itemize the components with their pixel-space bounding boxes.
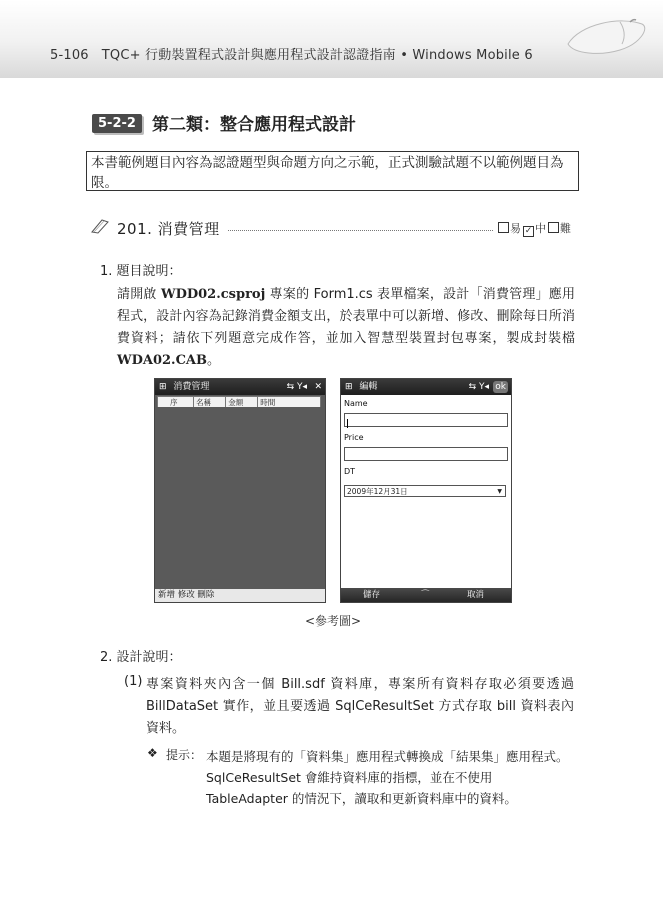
running-header xyxy=(50,44,533,63)
cancel-menu: 取消 xyxy=(467,590,485,600)
level-hard: 難 xyxy=(560,222,571,235)
item-text: 專案資料夾內含一個 Bill.sdf 資料庫，專案所有資料存取必須要透過 BillDataSet 實作，並且要透過 SqlCeResultSet 方式存取 bill 資料表內資料。 xyxy=(146,677,574,736)
level-medium: 中 xyxy=(535,222,546,235)
cab-file: WDA02.CAB xyxy=(117,353,207,368)
grid-header-id: 序 xyxy=(158,397,194,409)
status-icons: ⇆ Y◂ xyxy=(468,382,489,392)
title-bar xyxy=(341,379,511,395)
checkbox-medium: ✓ xyxy=(524,226,533,236)
mouse-icon xyxy=(560,14,650,58)
checkbox-hard xyxy=(548,222,559,233)
windows-start-icon: ⊞ xyxy=(345,382,353,392)
question-title: 201. 消費管理 xyxy=(117,220,220,238)
label-price: Price xyxy=(344,433,364,442)
part1-heading: 1. 題目說明： xyxy=(100,264,182,279)
title-bar xyxy=(155,379,325,395)
hint-bullet-icon: ❖ xyxy=(147,746,158,760)
hint-text: 本題是將現有的「資料集」應用程式轉換成「結果集」應用程式。SqlCeResultSet 會維持資料庫的指標，並在不使用 TableAdapter 的情況下，讀取和更新資料庫中的資料。 xyxy=(206,749,569,806)
close-icon: ✕ xyxy=(314,382,322,392)
date-value: 2009年12月31日 xyxy=(347,487,408,496)
grid-header-amount: 金額 xyxy=(226,397,258,409)
dropdown-arrow-icon: ▼ xyxy=(497,488,502,495)
difficulty-level xyxy=(496,220,571,237)
screenshot-main-form xyxy=(154,378,326,603)
menu-bar: 新增 修改 刪除 xyxy=(155,589,325,602)
checkbox-easy xyxy=(498,222,509,233)
grid-empty-area xyxy=(157,407,321,585)
part2-heading: 2. 設計說明： xyxy=(100,650,182,665)
ok-button: ok xyxy=(495,382,506,392)
section-title: 第二類：整合應用程式設計 xyxy=(152,115,356,135)
text-segment: 。 xyxy=(207,353,221,368)
grid-header-time: 時間 xyxy=(258,397,321,409)
form-title: 編輯 xyxy=(359,382,378,392)
menu-bar xyxy=(341,588,511,602)
text-segment: 專案的 Form1.cs 表單檔案，設計「消費管理」應用程式，設計內容為記錄消費金額支出，於表單中可以新增、修改、刪除每日所消費資料；請依下列題意完成作答，並加入智慧型裝置封包專案，製成封裝檔 xyxy=(117,287,575,346)
screenshot-edit-form xyxy=(340,378,512,603)
date-picker xyxy=(344,485,506,497)
dotted-leader xyxy=(228,230,493,231)
document-icon xyxy=(90,218,110,234)
input-method-icon: ⌒ xyxy=(421,590,430,600)
grid-header-name: 名稱 xyxy=(194,397,226,409)
label-dt: DT xyxy=(344,467,356,476)
save-menu: 儲存 xyxy=(363,590,381,600)
name-input xyxy=(344,413,508,427)
notice-box: 本書範例題目內容為認證題型與命題方向之示範，正式測驗試題不以範例題目為限。 xyxy=(86,151,579,191)
label-name: Name xyxy=(344,399,368,408)
page-number: 5-106 xyxy=(50,48,89,63)
windows-start-icon: ⊞ xyxy=(159,382,167,392)
level-easy: 易 xyxy=(510,222,521,235)
text-segment: 請開啟 xyxy=(117,287,161,302)
status-icons: ⇆ Y◂ xyxy=(286,382,307,392)
project-file: WDD02.csproj xyxy=(160,287,266,302)
book-title: TQC+ 行動裝置程式設計與應用程式設計認證指南 • Windows Mobile 6 xyxy=(101,48,533,63)
price-input xyxy=(344,447,508,461)
figure-caption: <參考圖> xyxy=(305,614,362,628)
form-title: 消費管理 xyxy=(173,382,210,392)
text-cursor xyxy=(347,419,348,428)
item-number: (1) xyxy=(124,674,143,689)
part1-paragraph xyxy=(117,284,575,372)
section-number-badge: 5-2-2 xyxy=(92,114,142,133)
hint-label: 提示： xyxy=(166,748,203,762)
